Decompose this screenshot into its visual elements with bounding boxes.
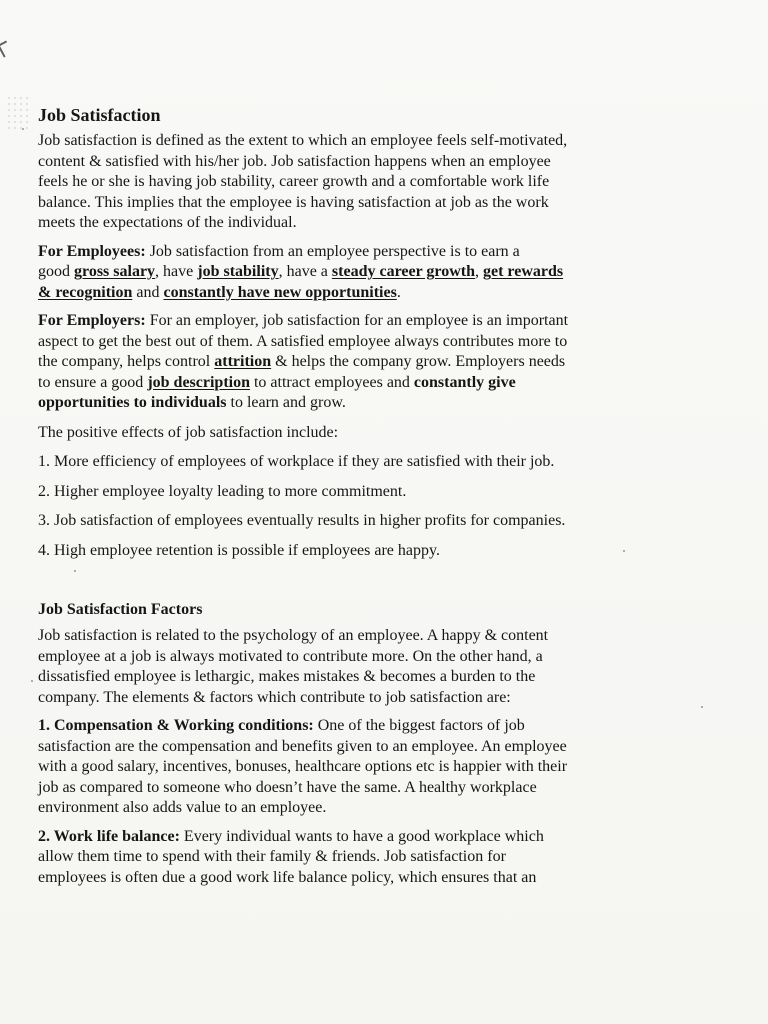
factor-1-line: job as compared to someone who doesn’t have the same. A healthy workplace xyxy=(38,778,537,796)
for-employees-period: . xyxy=(396,283,401,301)
intro-line: balance. This implies that the employee is having satisfaction at job as the work xyxy=(38,193,549,211)
for-employees-line-1-text: Job satisfaction from an employee perspective is to earn a xyxy=(145,242,520,260)
for-employers-text: & helps the company grow. Employers needs xyxy=(271,353,566,370)
for-employers-text: to learn and grow. xyxy=(226,394,346,411)
factors-heading: Job Satisfaction Factors xyxy=(38,601,203,618)
factor-2-paragraph xyxy=(38,827,662,889)
intro-line: feels he or she is having job stability, career growth and a comfortable work life xyxy=(38,173,550,190)
factors-intro-paragraph xyxy=(38,626,662,708)
for-employers-paragraph xyxy=(38,311,662,414)
scan-edge-noise xyxy=(6,95,30,129)
factors-intro-line: employee at a job is always motivated to contribute more. On the other hand, a xyxy=(38,647,543,665)
for-employees-comma: , xyxy=(474,263,483,280)
positive-effect-item: 4. High employee retention is possible if employees are happy. xyxy=(38,541,440,559)
factor-1-label: 1. Compensation & Working conditions: xyxy=(38,717,314,734)
for-employees-and: and xyxy=(132,283,164,301)
intro-line: content & satisfied with his/her job. Job satisfaction happens when an employee xyxy=(38,152,551,170)
for-employers-text: to ensure a good xyxy=(38,373,148,391)
for-employees-paragraph xyxy=(38,242,662,304)
new-opportunities-term: constantly have new opportunities xyxy=(163,283,397,301)
job-stability-term: job stability xyxy=(197,263,279,280)
positive-effect-item: 2. Higher employee loyalty leading to more commitment. xyxy=(38,482,407,500)
opportunities-to-individuals-term: opportunities to individuals xyxy=(38,394,227,411)
positive-effect-item: 1. More efficiency of employees of workplace if they are satisfied with their job. xyxy=(38,453,555,470)
factor-2-line: allow them time to spend with their family & friends. Job satisfaction for xyxy=(38,848,506,865)
document-title: Job Satisfaction xyxy=(38,105,161,125)
factor-2-line-1-text: Every individual wants to have a good workplace which xyxy=(179,827,544,845)
gross-salary-term: gross salary xyxy=(74,263,156,280)
factor-1-line: satisfaction are the compensation and benefits given to an employee. An employee xyxy=(38,737,567,755)
for-employees-line-1 xyxy=(38,242,662,263)
scan-corner-mark xyxy=(0,40,13,57)
for-employees-line-3 xyxy=(38,283,662,304)
intro-line: Job satisfaction is defined as the extent to which an employee feels self-motivated, xyxy=(38,132,568,149)
for-employers-line-1 xyxy=(38,311,662,332)
factor-2-line-1 xyxy=(38,827,662,848)
factor-1-paragraph xyxy=(38,716,662,819)
positive-effects-intro: The positive effects of job satisfaction include: xyxy=(38,423,339,441)
get-rewards-term: get rewards xyxy=(482,263,564,280)
intro-line: meets the expectations of the individual. xyxy=(38,214,297,231)
for-employees-line-2 xyxy=(38,262,662,283)
for-employers-line-5 xyxy=(38,393,662,414)
intro-paragraph xyxy=(38,131,662,234)
factor-1-line-1 xyxy=(38,716,662,737)
for-employees-text: , have a xyxy=(278,263,332,280)
factor-1-line-1-text: One of the biggest factors of job xyxy=(313,717,525,734)
job-description-term: job description xyxy=(147,373,250,391)
for-employers-text: to attract employees and xyxy=(249,373,414,391)
factors-intro-line: Job satisfaction is related to the psychology of an employee. A happy & content xyxy=(38,627,549,644)
for-employees-text: , have xyxy=(155,263,198,280)
for-employers-line-2: aspect to get the best out of them. A satisfied employee always contributes more to xyxy=(38,332,568,350)
steady-career-growth-term: steady career growth xyxy=(331,263,475,280)
factors-intro-line: company. The elements & factors which contribute to job satisfaction are: xyxy=(38,688,511,706)
for-employers-line-1-text: For an employer, job satisfaction for an employee is an important xyxy=(145,312,569,329)
for-employers-line-4 xyxy=(38,373,662,394)
scan-speck xyxy=(701,706,703,708)
factor-2-label: 2. Work life balance: xyxy=(38,827,180,845)
attrition-term: attrition xyxy=(214,353,272,370)
factors-intro-line: dissatisfied employee is lethargic, makes mistakes & becomes a burden to the xyxy=(38,668,536,685)
scan-speck xyxy=(31,680,33,682)
for-employees-line-2-start: good xyxy=(38,263,74,280)
for-employees-label: For Employees: xyxy=(38,242,146,260)
factor-1-line: with a good salary, incentives, bonuses, healthcare options etc is happier with their xyxy=(38,758,568,775)
document-content xyxy=(38,104,662,888)
for-employers-text: the company, helps control xyxy=(38,353,215,370)
factor-2-line: employees is often due a good work life balance policy, which ensures that an xyxy=(38,868,537,886)
for-employers-label: For Employers: xyxy=(38,312,146,329)
recognition-term: & recognition xyxy=(38,283,133,301)
for-employers-line-3 xyxy=(38,352,662,373)
factor-1-line: environment also adds value to an employee. xyxy=(38,799,327,816)
constantly-give-term: constantly give xyxy=(413,373,516,391)
scan-speck xyxy=(22,128,24,130)
positive-effect-item: 3. Job satisfaction of employees eventually results in higher profits for companies. xyxy=(38,512,566,529)
